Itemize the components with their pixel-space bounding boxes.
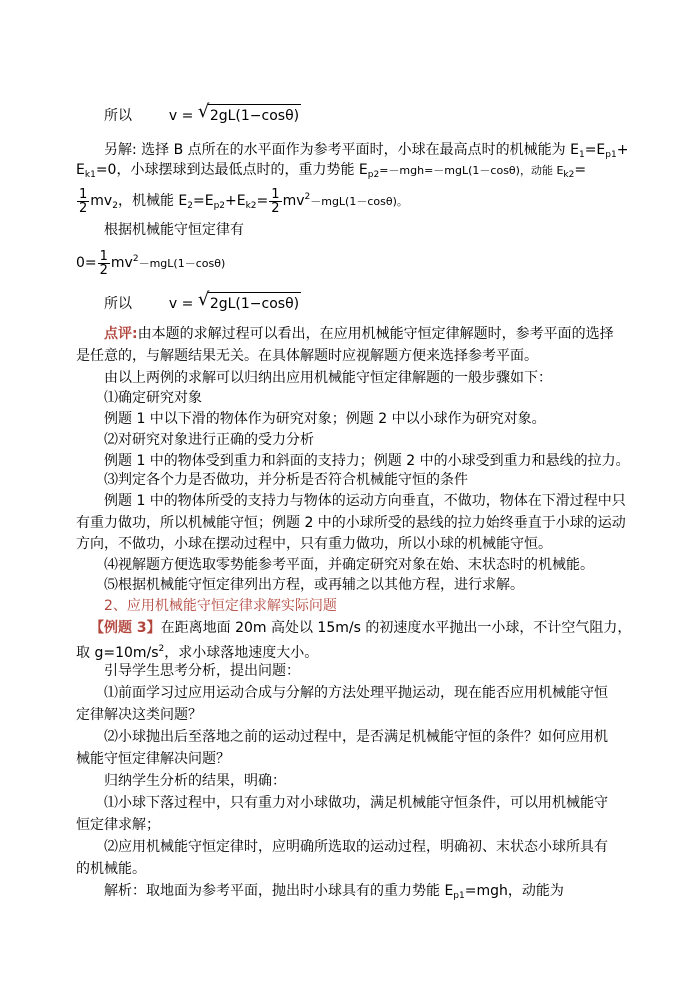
sqrt-expression: √ 2gL(1−cosθ) xyxy=(197,289,300,312)
text: mv xyxy=(110,255,133,271)
text: －mgL(1－cosθ)。 xyxy=(310,195,408,208)
paragraph-line: 恒定律求解； xyxy=(76,817,160,833)
text: 另解: 选择 B 点所在的水平面作为参考平面时，小球在最高点时的机械能为 E xyxy=(104,142,579,158)
text: +E xyxy=(225,193,246,209)
text: mv xyxy=(282,193,305,209)
paragraph-line: 归纳学生分析的结果，明确： xyxy=(104,773,286,789)
paragraph-line: ⑵小球抛出后至落地之前的运动过程中，是否满足机械能守恒的条件？如何应用机 xyxy=(104,729,608,745)
paragraph-line: 是任意的，与解题结果无关。在具体解题时应视解题方便来选择参考平面。 xyxy=(76,348,538,364)
section-heading: 2、应用机械能守恒定律求解实际问题 xyxy=(104,598,337,614)
fraction xyxy=(77,188,89,215)
text: E xyxy=(76,162,85,178)
text: ，求小球落地速度大小。 xyxy=(164,645,319,661)
radicand: 2gL(1−cosθ) xyxy=(208,104,301,126)
radicand: 2gL(1−cosθ) xyxy=(208,292,301,314)
formula-text: v = xyxy=(168,296,198,312)
text: －mgL(1－cosθ) xyxy=(138,257,226,270)
text: =mgh，动能为 xyxy=(464,883,564,899)
paragraph-line: 例题 1 中的物体受到重力和斜面的支持力；例题 2 中的小球受到重力和悬线的拉力。 xyxy=(104,453,630,469)
formula-text: v = xyxy=(168,108,198,124)
paragraph-line: 定律解决这类问题？ xyxy=(76,707,202,723)
formula-line xyxy=(76,244,226,278)
paragraph-line xyxy=(104,324,614,344)
paragraph-line: 械能守恒定律解决问题？ xyxy=(76,751,230,767)
step-heading: ⑷视解题方便选取零势能参考平面，并确定研究对象在始、末状态时的机械能。 xyxy=(104,557,594,573)
comment-heading: 点评: xyxy=(104,326,138,342)
numerator: 1 xyxy=(79,186,88,202)
superscript: 2 xyxy=(304,192,311,202)
subscript: p1 xyxy=(605,150,617,160)
denominator: 2 xyxy=(79,200,88,216)
text: 所以 xyxy=(104,296,132,312)
paragraph-line: ⑵应用机械能守恒定律时，应明确所选取的运动过程，明确初、末状态小球所具有 xyxy=(104,839,608,855)
text: 取 g=10m/s xyxy=(76,645,159,661)
subscript: k2 xyxy=(563,170,575,180)
text: 解析：取地面为参考平面，抛出时小球具有的重力势能 E xyxy=(104,883,454,899)
example-heading: 【例题 3】 xyxy=(90,620,161,636)
step-heading: ⑸根据机械能守恒定律列出方程，或再辅之以其他方程，进行求解。 xyxy=(104,577,524,593)
text: ，机械能 E xyxy=(117,193,188,209)
paragraph-line: 根据机械能守恒定律有 xyxy=(104,222,244,238)
denominator: 2 xyxy=(99,262,108,278)
text: 所以 xyxy=(104,108,132,124)
subscript: 1 xyxy=(578,150,585,160)
fraction xyxy=(269,188,281,215)
formula-line xyxy=(76,182,408,216)
subscript: 2 xyxy=(187,201,193,211)
subscript: p2 xyxy=(213,201,226,211)
paragraph-line: 有重力做功，所以机械能守恒；例题 2 中的小球所受的悬线的拉力始终垂直于小球的运动 xyxy=(76,515,626,531)
paragraph-line xyxy=(104,881,564,906)
paragraph-line: 由以上两例的求解可以归纳出应用机械能守恒定律解题的一般步骤如下： xyxy=(104,370,552,386)
text: 在距离地面 20m 高处以 15m/s 的初速度水平抛出一小球，不计空气阻力， xyxy=(160,620,632,636)
denominator: 2 xyxy=(271,200,280,216)
text: + xyxy=(616,142,629,158)
numerator: 1 xyxy=(271,186,280,202)
text: 0= xyxy=(76,255,97,271)
subscript: k1 xyxy=(84,170,96,180)
text: mv xyxy=(90,193,113,209)
sqrt-expression: √ 2gL(1−cosθ) xyxy=(197,101,300,124)
paragraph-line: 例题 1 中以下滑的物体作为研究对象；例题 2 中以小球作为研究对象。 xyxy=(104,411,546,427)
subscript: p2 xyxy=(367,170,380,180)
paragraph-line: ⑴前面学习过应用运动合成与分解的方法处理平抛运动，现在能否应用机械能守恒 xyxy=(104,685,608,701)
step-heading: ⑵对研究对象进行正确的受力分析 xyxy=(104,432,314,448)
subscript: k2 xyxy=(245,201,257,211)
text: = xyxy=(574,162,587,178)
step-heading: ⑴确定研究对象 xyxy=(104,390,202,406)
paragraph-line: 引导学生思考分析，提出问题： xyxy=(104,663,300,679)
paragraph-line xyxy=(76,639,318,663)
subscript: 2 xyxy=(112,201,118,211)
superscript: 2 xyxy=(132,254,139,264)
paragraph-line: 例题 1 中的物体所受的支持力与物体的运动方向垂直，不做功，物体在下滑过程中只 xyxy=(104,493,626,509)
paragraph-line: ⑴小球下落过程中，只有重力对小球做功，满足机械能守恒条件，可以用机械能守 xyxy=(104,795,608,811)
text: =－mgh=－mgL(1－cosθ)，动能 E xyxy=(379,164,564,177)
text: =0，小球摆球到达最低点时的，重力势能 E xyxy=(95,162,368,178)
formula-line xyxy=(104,289,301,314)
numerator: 1 xyxy=(99,248,108,264)
text: 由本题的求解过程可以看出，在应用机械能守恒定律解题时，参考平面的选择 xyxy=(137,326,614,342)
paragraph-line: 的机械能。 xyxy=(76,861,146,877)
step-heading: ⑶判定各个力是否做功，并分析是否符合机械能守恒的条件 xyxy=(104,472,468,488)
superscript: 2 xyxy=(158,644,165,654)
subscript: p1 xyxy=(453,891,465,901)
paragraph-line: 方向，不做功，小球在摆动过程中，只有重力做功，所以小球的机械能守恒。 xyxy=(76,536,552,552)
fraction xyxy=(98,250,110,277)
text: = xyxy=(256,193,269,209)
text: =E xyxy=(584,142,606,158)
text: =E xyxy=(192,193,214,209)
paragraph-line xyxy=(90,618,631,638)
formula-line xyxy=(104,101,301,126)
